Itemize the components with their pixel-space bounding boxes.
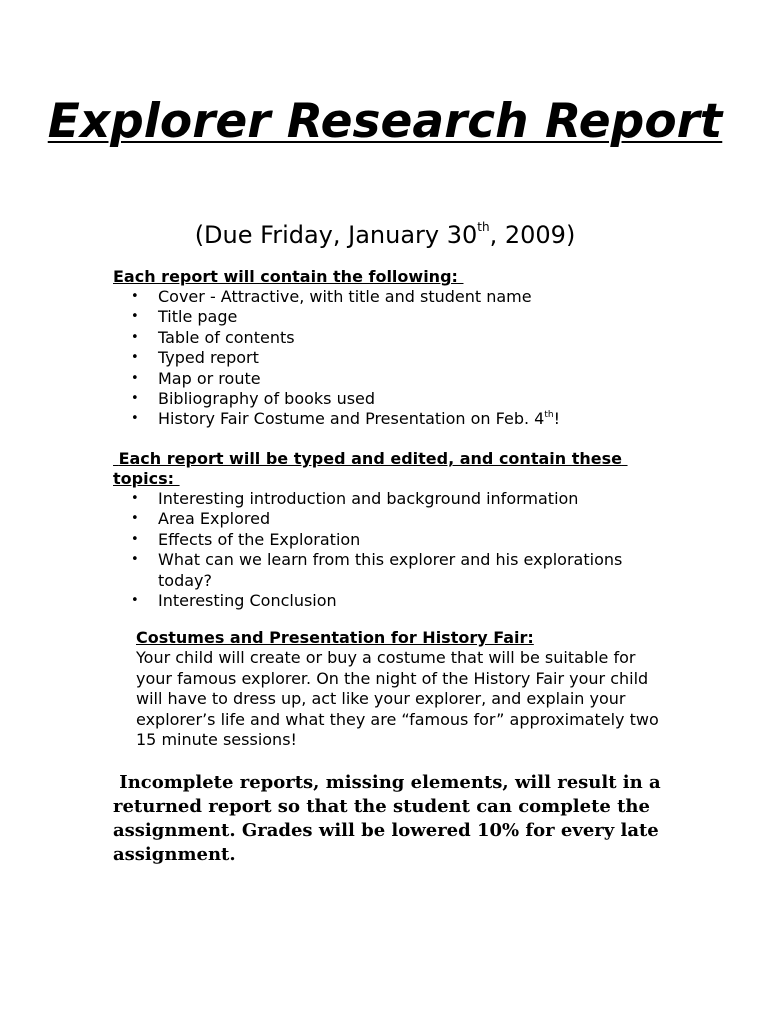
due-date-suffix: , 2009) [489,221,576,249]
costume-body: Your child will create or buy a costume that will be suitable for your famous explorer. On the night of the History Fair your child will have to dress up, act like your explorer, and explain your explorer’s life and what they are “famous for” approximately two 15 minute sessions! [136,648,659,750]
contents-section [113,267,673,430]
due-date [0,218,770,252]
topics-section [113,449,658,611]
list-item: • Area Explored [113,509,658,529]
due-date-superscript: th [477,220,490,234]
list-item: • Interesting introduction and background information [113,489,658,509]
list-item: • History Fair Costume and Presentation on Feb. 4th! [113,409,673,429]
costume-section [136,628,676,750]
list-item: • Bibliography of books used [113,389,673,409]
list-item: • Title page [113,307,673,327]
contents-heading: Each report will contain the following: [113,267,464,286]
topics-heading: Each report will be typed and edited, and contain these topics: [113,449,628,488]
list-item: • Cover - Attractive, with title and student name [113,287,673,307]
topics-list [113,489,658,611]
list-item: • Map or route [113,369,673,389]
list-item: • What can we learn from this explorer and his explorations today? [113,550,658,591]
due-date-prefix: (Due Friday, January 30 [194,221,478,249]
list-item: • Effects of the Exploration [113,530,658,550]
late-warning: Incomplete reports, missing elements, will result in a returned report so that the student can complete the assignment. Grades will be lowered 10% for every late assignment. [113,772,667,865]
list-item: • Typed report [113,348,673,368]
document-title-text: Explorer Research Report [47,94,723,149]
contents-list [113,287,673,430]
list-item: • Table of contents [113,328,673,348]
list-item: • Interesting Conclusion [113,591,658,611]
document-title [0,94,770,149]
costume-heading: Costumes and Presentation for History Fair: [136,628,534,647]
